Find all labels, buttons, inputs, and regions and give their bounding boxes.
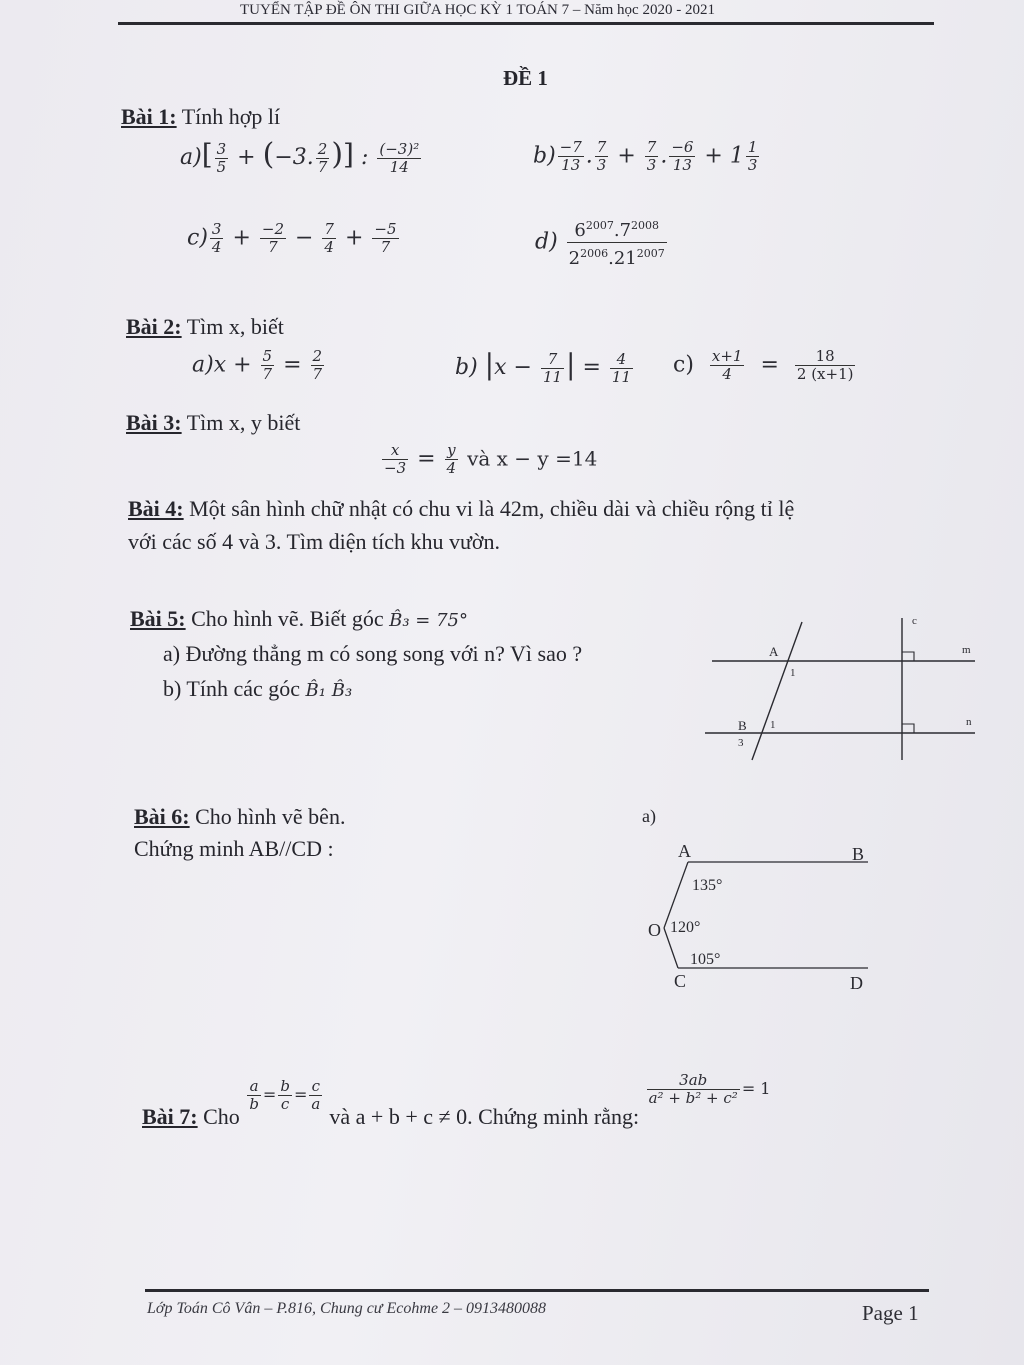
bai2-heading (126, 314, 284, 340)
header-title: TUYỂN TẬP ĐỀ ÔN THI GIỮA HỌC KỲ 1 TOÁN 7 – Năm học 2020 - 2021 (240, 2, 715, 18)
bai1-b-frac4: $\frac{-6}{13}$ (671, 138, 694, 174)
bai2-b-frac2: $\frac{4}{11}$ (611, 349, 631, 386)
bai2-prompt: Tìm x, biết (186, 314, 284, 339)
bai1-c-frac1: $\frac{3}{4}$ (211, 220, 222, 256)
bai1-b-whole: 1 (729, 143, 744, 169)
bai2-label: Bài 2: (126, 314, 182, 339)
fig5-label-c: c (912, 615, 917, 627)
bai2-b-x: x − (494, 355, 532, 380)
transversal (752, 622, 802, 760)
footer-left: Lớp Toán Cô Vân – P.816, Chung cư Ecohme 2 – 0913480088 (147, 1300, 547, 1317)
bai1-d (535, 215, 669, 270)
bai2-a-x: x + (213, 352, 252, 378)
bai7-result-frac: $\frac{3ab}{\text{a² + b² + c²}}$ (648, 1071, 738, 1107)
fig5-angle-B3: 3 (738, 737, 744, 749)
bai2-b: b) |x − $\frac{7}{11}$ | = $\frac{4}{11}$ (455, 348, 631, 386)
bai3-rest: và x − y =14 (467, 446, 598, 471)
bai2-a: a)x + $\frac{5}{7}$ = $\frac{2}{7}$ (192, 347, 323, 383)
bai3-equation: $\frac{x}{-3}$ = $\frac{y}{4}$ và x − y =14 (384, 441, 598, 477)
bai1-a-frac3: $\frac{\text{(−3)²}}{14}$ (379, 139, 420, 176)
bai1-label: Bài 1: (121, 104, 177, 129)
bai7-frac1: $\frac{a}{b}$ (249, 1077, 259, 1113)
bai1-b-frac1: $\frac{-7}{13}$ (559, 138, 582, 174)
bai1-a: a)[ $\frac{3}{5}$ + (−3. $\frac{2}{7}$ )] : $\frac{\text{(−3)²}}{14}$ (180, 137, 420, 176)
bai6-fig-tag: a) (642, 806, 656, 826)
fig6-label-D: D (850, 973, 863, 993)
bai2-c-frac2: $\frac{18}{2 (x+1)}$ (796, 347, 854, 383)
bai5-b (163, 676, 352, 702)
bai5-figure (700, 608, 990, 768)
fig5-label-n: n (966, 716, 972, 728)
fig6-label-B: B (852, 844, 865, 864)
fig5-label-B: B (738, 718, 747, 733)
fig5-label-m: m (962, 644, 971, 656)
bai5-heading (130, 606, 468, 632)
bai6-figure (640, 838, 890, 998)
bai5-b-angles: B̂₁ B̂₃ (305, 680, 353, 701)
fig5-label-A: A (769, 644, 779, 659)
right-angle-n (902, 724, 914, 733)
bai1-b-tag: b) (533, 143, 556, 169)
bai4-line2: với các số 4 và 3. Tìm diện tích khu vườn. (128, 529, 501, 554)
bai7-ratios: $\frac{a}{b}$ = $\frac{b}{c}$ = $\frac{c}{a}$ (249, 1077, 321, 1113)
fig6-label-A: A (678, 841, 691, 861)
footer-rule (145, 1289, 929, 1292)
bai1-c-frac3: $\frac{7}{4}$ (324, 220, 334, 256)
bai2-a-frac1: $\frac{5}{7}$ (262, 347, 273, 383)
bai5-b-text: b) Tính các góc (163, 676, 301, 701)
fig6-label-C: C (674, 971, 687, 991)
bai1-c: c) $\frac{3}{4}$ + $\frac{-2}{7}$ − $\frac{7}{4}$ + $\frac{-5}{7}$ (187, 220, 397, 256)
bai7-condition: và a + b + c ≠ 0. Chứng minh rằng: (329, 1104, 640, 1129)
bai7-result (645, 1071, 771, 1107)
fig6-angle-C: 105° (690, 951, 721, 968)
bai1-a-frac1: $\frac{3}{5}$ (216, 139, 227, 176)
bai1-heading (121, 104, 280, 130)
bai7-eq1: = 1 (741, 1079, 771, 1098)
bai1-c-tag: c) (187, 225, 208, 251)
bai1-b: b) $\frac{-7}{13}$ . $\frac{7}{3}$ + $\frac{7}{3}$ . $\frac{-6}{13}$ + 1 $\frac{1}{3}$ (533, 138, 758, 174)
bai3-frac1: $\frac{x}{-3}$ (384, 441, 407, 477)
bai1-prompt: Tính hợp lí (181, 104, 281, 129)
right-angle-m (902, 652, 914, 661)
bai1-d-tag: d) (535, 229, 558, 255)
bai4-text1: Một sân hình chữ nhật có chu vi là 42m, chiều dài và chiều rộng tỉ lệ (189, 496, 795, 521)
fig5-angle-A1: 1 (790, 667, 796, 679)
exam-title: ĐỀ 1 (503, 66, 548, 90)
header-rule (118, 22, 934, 25)
bai1-c-frac4: $\frac{-5}{7}$ (374, 220, 397, 256)
bai1-b-frac2: $\frac{7}{3}$ (596, 138, 607, 174)
bai1-b-frac3: $\frac{7}{3}$ (646, 138, 657, 174)
bai6-line2: Chứng minh AB//CD : (134, 836, 334, 861)
bai2-b-tag: b) (455, 355, 478, 380)
bai7-cho: Cho (203, 1104, 240, 1129)
bai1-a-mid: −3. (274, 145, 314, 170)
bai1-a-tag: a) (180, 145, 202, 170)
bai5-a: a) Đường thẳng m có song song với n? Vì sao ? (163, 641, 583, 666)
footer-page: Page 1 (862, 1301, 919, 1325)
fig6-angle-A: 135° (692, 877, 723, 894)
bai4-line1 (128, 496, 794, 522)
bai7-label: Bài 7: (142, 1104, 198, 1129)
bai6-prompt: Cho hình vẽ bên. (195, 804, 346, 829)
bai5-angle: B̂₃ = 75° (389, 610, 468, 631)
bai3-label: Bài 3: (126, 410, 182, 435)
bai2-a-tag: a) (192, 352, 214, 378)
bai7-line (142, 1071, 771, 1130)
bai3-heading (126, 410, 300, 436)
bai5-label: Bài 5: (130, 606, 186, 631)
bai2-c-tag: c) (673, 352, 694, 378)
bai2-c-frac1: $\frac{x+1}{4}$ (711, 347, 743, 383)
bai4-label: Bài 4: (128, 496, 184, 521)
bai1-c-frac2: $\frac{-2}{7}$ (261, 220, 284, 256)
bai6-heading (134, 804, 345, 830)
bai2-b-frac1: $\frac{7}{11}$ (542, 349, 563, 386)
bai1-d-frac: $\frac{6^{2007}.7^{2008}}{2^{2006}.21^{2007}}$ (567, 215, 667, 270)
fig6-label-O: O (648, 920, 661, 940)
bai3-frac2: $\frac{y}{4}$ (446, 441, 457, 477)
bai7-frac3: $\frac{c}{a}$ (311, 1077, 321, 1113)
bai1-a-frac2: $\frac{2}{7}$ (317, 139, 328, 176)
bai3-prompt: Tìm x, y biết (186, 410, 301, 435)
fig6-angle-O: 120° (670, 919, 701, 936)
bai2-c: c) $\frac{x+1}{4}$ = $\frac{18}{2 (x+1)}$ (673, 347, 854, 383)
bai6-label: Bài 6: (134, 804, 190, 829)
fig5-angle-B1: 1 (770, 719, 776, 731)
bai2-a-frac2: $\frac{2}{7}$ (312, 347, 323, 383)
bai7-frac2: $\frac{b}{c}$ (280, 1077, 290, 1113)
bai1-b-frac5: $\frac{1}{3}$ (747, 138, 758, 174)
bai5-prompt: Cho hình vẽ. Biết góc (191, 606, 384, 631)
